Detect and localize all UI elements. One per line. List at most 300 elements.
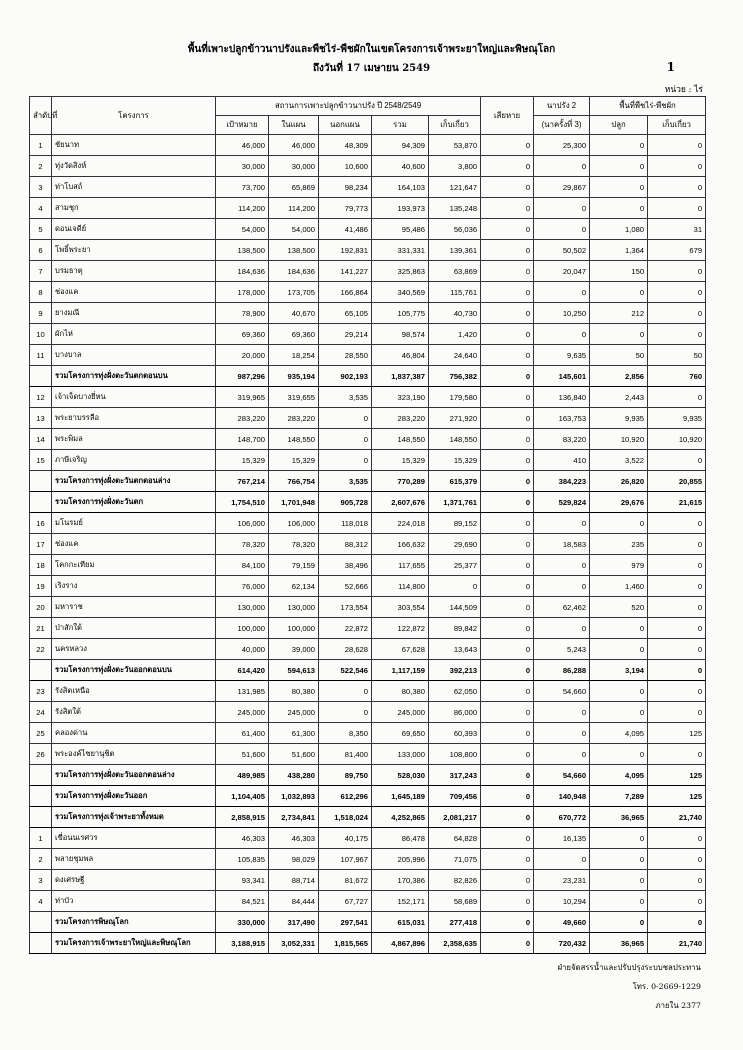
cell-value: 100,000 <box>216 618 269 639</box>
cell-value: 489,985 <box>216 765 269 786</box>
project-name: รวมโครงการทุ่งฝั่งตะวันออกตอนบน <box>52 660 216 681</box>
cell-value: 29,867 <box>534 177 590 198</box>
cell-value: 0 <box>481 429 534 450</box>
cell-value: 0 <box>648 828 706 849</box>
cell-value: 53,870 <box>429 135 481 156</box>
cell-value: 98,234 <box>319 177 372 198</box>
cell-value: 80,380 <box>269 681 319 702</box>
cell-value: 0 <box>590 177 648 198</box>
project-name: รวมโครงการทุ่งเจ้าพระยาทั้งหมด <box>52 807 216 828</box>
cell-value: 36,965 <box>590 807 648 828</box>
table-row <box>30 387 706 408</box>
row-number: 26 <box>30 744 52 765</box>
row-number: 4 <box>30 198 52 219</box>
cell-value: 22,872 <box>319 618 372 639</box>
cell-value: 84,521 <box>216 891 269 912</box>
cell-value: 0 <box>481 681 534 702</box>
cell-value: 184,636 <box>269 261 319 282</box>
cell-value: 331,331 <box>372 240 429 261</box>
table-row <box>30 219 706 240</box>
row-number: 13 <box>30 408 52 429</box>
cell-value: 0 <box>648 450 706 471</box>
row-number: 4 <box>30 891 52 912</box>
cell-value: 0 <box>534 513 590 534</box>
cell-value: 4,252,865 <box>372 807 429 828</box>
row-number: 22 <box>30 639 52 660</box>
cell-value: 192,831 <box>319 240 372 261</box>
project-name: ท่าบัว <box>52 891 216 912</box>
cell-value: 25,377 <box>429 555 481 576</box>
cell-value: 20,000 <box>216 345 269 366</box>
cell-value: 0 <box>648 891 706 912</box>
cell-value: 212 <box>590 303 648 324</box>
rice-planting-table <box>29 96 706 954</box>
cell-value: 0 <box>648 849 706 870</box>
cell-value: 0 <box>481 597 534 618</box>
cell-value: 0 <box>534 198 590 219</box>
project-name: ทุ่งวัดสิงห์ <box>52 156 216 177</box>
row-number: 5 <box>30 219 52 240</box>
cell-value: 15,329 <box>372 450 429 471</box>
cell-value: 0 <box>590 135 648 156</box>
cell-value: 21,740 <box>648 807 706 828</box>
project-name: เริงราง <box>52 576 216 597</box>
cell-value: 26,820 <box>590 471 648 492</box>
cell-value: 1,032,893 <box>269 786 319 807</box>
cell-value: 170,386 <box>372 870 429 891</box>
cell-value: 13,643 <box>429 639 481 660</box>
cell-value: 61,300 <box>269 723 319 744</box>
table-row <box>30 639 706 660</box>
document-title: พื้นที่เพาะปลูกข้าวนาปรังและพืชไร่-พืชผักในเขตโครงการเจ้าพระยาใหญ่และพิษณุโลก <box>187 44 556 55</box>
cell-value: 0 <box>481 891 534 912</box>
cell-value: 69,360 <box>216 324 269 345</box>
table-row <box>30 891 706 912</box>
row-number: 19 <box>30 576 52 597</box>
project-name: พระยาบรรลือ <box>52 408 216 429</box>
project-name: ชัยนาท <box>52 135 216 156</box>
cell-value: 325,863 <box>372 261 429 282</box>
cell-value: 71,075 <box>429 849 481 870</box>
cell-value: 615,379 <box>429 471 481 492</box>
table-row <box>30 282 706 303</box>
subtotal-row <box>30 912 706 933</box>
cell-value: 121,647 <box>429 177 481 198</box>
subtotal-row <box>30 660 706 681</box>
cell-value: 0 <box>481 807 534 828</box>
cell-value: 277,418 <box>429 912 481 933</box>
cell-value: 89,750 <box>319 765 372 786</box>
subtotal-row <box>30 933 706 954</box>
cell-value: 615,031 <box>372 912 429 933</box>
cell-value: 520 <box>590 597 648 618</box>
cell-value: 145,601 <box>534 366 590 387</box>
cell-value: 0 <box>648 156 706 177</box>
footer-telephone: โทร. 0-2669-1229 <box>632 982 701 991</box>
cell-value: 20,855 <box>648 471 706 492</box>
cell-value: 54,660 <box>534 681 590 702</box>
cell-value: 392,213 <box>429 660 481 681</box>
cell-value: 10,250 <box>534 303 590 324</box>
cell-value: 10,294 <box>534 891 590 912</box>
table-row <box>30 135 706 156</box>
row-number: 18 <box>30 555 52 576</box>
cell-value: 62,134 <box>269 576 319 597</box>
cell-value: 0 <box>481 198 534 219</box>
subtotal-row <box>30 492 706 513</box>
cell-value: 148,550 <box>429 429 481 450</box>
cell-value: 614,420 <box>216 660 269 681</box>
row-number: 10 <box>30 324 52 345</box>
cell-value: 766,754 <box>269 471 319 492</box>
cell-value: 50 <box>590 345 648 366</box>
cell-value: 133,000 <box>372 744 429 765</box>
cell-value: 67,628 <box>372 639 429 660</box>
cell-value: 0 <box>481 744 534 765</box>
cell-value: 935,194 <box>269 366 319 387</box>
cell-value: 64,828 <box>429 828 481 849</box>
cell-value: 10,920 <box>648 429 706 450</box>
row-number <box>30 660 52 681</box>
cell-value: 330,000 <box>216 912 269 933</box>
cell-value: 163,753 <box>534 408 590 429</box>
cell-value: 41,486 <box>319 219 372 240</box>
cell-value: 18,254 <box>269 345 319 366</box>
cell-value: 760 <box>648 366 706 387</box>
cell-value: 10,920 <box>590 429 648 450</box>
row-number <box>30 933 52 954</box>
table-row <box>30 744 706 765</box>
cell-value: 105,775 <box>372 303 429 324</box>
table-row <box>30 429 706 450</box>
cell-value: 522,546 <box>319 660 372 681</box>
project-name: เจ้าเจ็ดบางยี่หน <box>52 387 216 408</box>
cell-value: 528,030 <box>372 765 429 786</box>
cell-value: 106,000 <box>269 513 319 534</box>
row-number: 2 <box>30 849 52 870</box>
cell-value: 69,650 <box>372 723 429 744</box>
cell-value: 58,689 <box>429 891 481 912</box>
cell-value: 384,223 <box>534 471 590 492</box>
cell-value: 0 <box>429 576 481 597</box>
cell-value: 3,800 <box>429 156 481 177</box>
cell-value: 0 <box>481 450 534 471</box>
cell-value: 0 <box>590 324 648 345</box>
cell-value: 3,052,331 <box>269 933 319 954</box>
cell-value: 0 <box>648 387 706 408</box>
cell-value: 2,734,841 <box>269 807 319 828</box>
cell-value: 46,303 <box>269 828 319 849</box>
cell-value: 905,728 <box>319 492 372 513</box>
cell-value: 136,840 <box>534 387 590 408</box>
cell-value: 0 <box>481 576 534 597</box>
cell-value: 81,400 <box>319 744 372 765</box>
cell-value: 40,670 <box>269 303 319 324</box>
cell-value: 8,350 <box>319 723 372 744</box>
project-name: เขื่อนนเรศวร <box>52 828 216 849</box>
cell-value: 15,329 <box>216 450 269 471</box>
cell-value: 130,000 <box>269 597 319 618</box>
cell-value: 1,364 <box>590 240 648 261</box>
table-row <box>30 681 706 702</box>
cell-value: 2,607,676 <box>372 492 429 513</box>
cell-value: 0 <box>534 723 590 744</box>
project-name: คลองด่าน <box>52 723 216 744</box>
cell-value: 297,541 <box>319 912 372 933</box>
cell-value: 65,105 <box>319 303 372 324</box>
cell-value: 0 <box>534 744 590 765</box>
row-number: 12 <box>30 387 52 408</box>
cell-value: 86,000 <box>429 702 481 723</box>
row-number: 9 <box>30 303 52 324</box>
cell-value: 1,460 <box>590 576 648 597</box>
cell-value: 323,190 <box>372 387 429 408</box>
cell-value: 88,312 <box>319 534 372 555</box>
project-name: รวมโครงการทุ่งฝั่งตะวันตกตอนบน <box>52 366 216 387</box>
cell-value: 130,000 <box>216 597 269 618</box>
row-number <box>30 765 52 786</box>
cell-value: 3,522 <box>590 450 648 471</box>
cell-value: 0 <box>481 828 534 849</box>
cell-value: 51,600 <box>216 744 269 765</box>
cell-value: 48,309 <box>319 135 372 156</box>
cell-value: 0 <box>481 387 534 408</box>
cell-value: 0 <box>481 135 534 156</box>
row-number: 1 <box>30 828 52 849</box>
cell-value: 3,194 <box>590 660 648 681</box>
cell-value: 340,569 <box>372 282 429 303</box>
cell-value: 0 <box>481 933 534 954</box>
cell-value: 9,935 <box>590 408 648 429</box>
project-name: พระพิมล <box>52 429 216 450</box>
cell-value: 83,220 <box>534 429 590 450</box>
cell-value: 0 <box>319 429 372 450</box>
cell-value: 67,727 <box>319 891 372 912</box>
row-number: 25 <box>30 723 52 744</box>
cell-value: 115,761 <box>429 282 481 303</box>
cell-value: 144,509 <box>429 597 481 618</box>
cell-value: 54,000 <box>216 219 269 240</box>
cell-value: 118,018 <box>319 513 372 534</box>
cell-value: 0 <box>648 639 706 660</box>
cell-value: 0 <box>534 849 590 870</box>
row-number: 7 <box>30 261 52 282</box>
row-number: 15 <box>30 450 52 471</box>
cell-value: 3,188,915 <box>216 933 269 954</box>
project-name: ช่องแค <box>52 534 216 555</box>
cell-value: 0 <box>481 471 534 492</box>
cell-value: 178,000 <box>216 282 269 303</box>
cell-value: 78,900 <box>216 303 269 324</box>
row-number: 2 <box>30 156 52 177</box>
cell-value: 0 <box>648 324 706 345</box>
cell-value: 0 <box>590 618 648 639</box>
row-number: 3 <box>30 870 52 891</box>
row-number <box>30 492 52 513</box>
cell-value: 0 <box>481 240 534 261</box>
row-number <box>30 366 52 387</box>
cell-value: 0 <box>319 408 372 429</box>
cell-value: 0 <box>648 912 706 933</box>
cell-value: 46,804 <box>372 345 429 366</box>
project-name: ท่าโบสถ์ <box>52 177 216 198</box>
project-name: รวมโครงการทุ่งฝั่งตะวันตก <box>52 492 216 513</box>
cell-value: 0 <box>590 744 648 765</box>
cell-value: 2,858,915 <box>216 807 269 828</box>
cell-value: 0 <box>648 513 706 534</box>
footer-department: ฝ่ายจัดสรรน้ำและปรับปรุงระบบชลประทาน <box>557 963 701 972</box>
cell-value: 51,600 <box>269 744 319 765</box>
cell-value: 95,486 <box>372 219 429 240</box>
cell-value: 245,000 <box>372 702 429 723</box>
cell-value: 78,320 <box>269 534 319 555</box>
cell-value: 720,432 <box>534 933 590 954</box>
cell-value: 0 <box>648 198 706 219</box>
cell-value: 0 <box>319 702 372 723</box>
page-number: 1 <box>666 60 675 74</box>
cell-value: 179,580 <box>429 387 481 408</box>
cell-value: 49,660 <box>534 912 590 933</box>
cell-value: 679 <box>648 240 706 261</box>
cell-value: 38,496 <box>319 555 372 576</box>
cell-value: 756,382 <box>429 366 481 387</box>
cell-value: 117,655 <box>372 555 429 576</box>
cell-value: 0 <box>481 324 534 345</box>
cell-value: 62,050 <box>429 681 481 702</box>
cell-value: 46,303 <box>216 828 269 849</box>
cell-value: 0 <box>534 219 590 240</box>
cell-value: 173,705 <box>269 282 319 303</box>
col-in-plan: ในแผน <box>269 116 319 135</box>
table-row <box>30 240 706 261</box>
cell-value: 89,152 <box>429 513 481 534</box>
cell-value: 36,965 <box>590 933 648 954</box>
row-number: 1 <box>30 135 52 156</box>
cell-value: 164,103 <box>372 177 429 198</box>
cell-value: 148,700 <box>216 429 269 450</box>
project-name: รังสิตใต้ <box>52 702 216 723</box>
cell-value: 1,701,948 <box>269 492 319 513</box>
cell-value: 317,490 <box>269 912 319 933</box>
project-name: ผักไห่ <box>52 324 216 345</box>
cell-value: 0 <box>648 870 706 891</box>
cell-value: 0 <box>534 156 590 177</box>
table-row <box>30 597 706 618</box>
cell-value: 98,029 <box>269 849 319 870</box>
project-name: ยางมณี <box>52 303 216 324</box>
table-row <box>30 198 706 219</box>
project-name: บางบาล <box>52 345 216 366</box>
project-name: มโนรมย์ <box>52 513 216 534</box>
cell-value: 50,502 <box>534 240 590 261</box>
cell-value: 0 <box>481 639 534 660</box>
table-row <box>30 870 706 891</box>
cell-value: 166,632 <box>372 534 429 555</box>
cell-value: 82,826 <box>429 870 481 891</box>
cell-value: 24,640 <box>429 345 481 366</box>
cell-value: 317,243 <box>429 765 481 786</box>
cell-value: 0 <box>481 702 534 723</box>
row-number <box>30 471 52 492</box>
footer-extension: ภายใน 2377 <box>655 1001 701 1010</box>
cell-value: 80,380 <box>372 681 429 702</box>
cell-value: 100,000 <box>269 618 319 639</box>
project-name: สามชุก <box>52 198 216 219</box>
cell-value: 73,700 <box>216 177 269 198</box>
cell-value: 0 <box>481 723 534 744</box>
subtotal-row <box>30 765 706 786</box>
cell-value: 131,985 <box>216 681 269 702</box>
cell-value: 0 <box>590 828 648 849</box>
cell-value: 9,935 <box>648 408 706 429</box>
cell-value: 125 <box>648 723 706 744</box>
row-number: 14 <box>30 429 52 450</box>
cell-value: 173,554 <box>319 597 372 618</box>
cell-value: 0 <box>590 870 648 891</box>
cell-value: 1,815,565 <box>319 933 372 954</box>
cell-value: 0 <box>534 324 590 345</box>
cell-value: 902,193 <box>319 366 372 387</box>
cell-value: 0 <box>590 198 648 219</box>
cell-value: 670,772 <box>534 807 590 828</box>
col-planted: ปลูก <box>590 116 648 135</box>
cell-value: 1,754,510 <box>216 492 269 513</box>
project-name: ภาษีเจริญ <box>52 450 216 471</box>
cell-value: 0 <box>648 618 706 639</box>
cell-value: 2,081,217 <box>429 807 481 828</box>
cell-value: 0 <box>648 681 706 702</box>
cell-value: 78,320 <box>216 534 269 555</box>
row-number <box>30 807 52 828</box>
cell-value: 106,000 <box>216 513 269 534</box>
project-name: ป่าสักใต้ <box>52 618 216 639</box>
cell-value: 69,360 <box>269 324 319 345</box>
cell-value: 0 <box>481 156 534 177</box>
cell-value: 245,000 <box>216 702 269 723</box>
col-out-plan: นอกแผน <box>319 116 372 135</box>
cell-value: 283,220 <box>269 408 319 429</box>
cell-value: 979 <box>590 555 648 576</box>
cell-value: 283,220 <box>216 408 269 429</box>
cell-value: 0 <box>481 786 534 807</box>
cell-value: 54,000 <box>269 219 319 240</box>
cell-value: 0 <box>534 576 590 597</box>
cell-value: 0 <box>648 744 706 765</box>
row-number <box>30 912 52 933</box>
cell-value: 20,047 <box>534 261 590 282</box>
cell-value: 63,869 <box>429 261 481 282</box>
cell-value: 28,628 <box>319 639 372 660</box>
project-name: รวมโครงการทุ่งฝั่งตะวันออกตอนล่าง <box>52 765 216 786</box>
table-row <box>30 303 706 324</box>
cell-value: 140,948 <box>534 786 590 807</box>
cell-value: 0 <box>534 555 590 576</box>
cell-value: 0 <box>648 135 706 156</box>
date-line: ถึงวันที่ 17 เมษายน 2549 <box>312 63 431 74</box>
project-name: รวมโครงการทุ่งฝั่งตะวันตกตอนล่าง <box>52 471 216 492</box>
col-damaged: เสียหาย <box>481 97 534 135</box>
row-number: 17 <box>30 534 52 555</box>
cell-value: 3,535 <box>319 471 372 492</box>
cell-value: 283,220 <box>372 408 429 429</box>
cell-value: 245,000 <box>269 702 319 723</box>
cell-value: 0 <box>481 912 534 933</box>
project-name: รวมโครงการเจ้าพระยาใหญ่และพิษณุโลก <box>52 933 216 954</box>
cell-value: 40,600 <box>372 156 429 177</box>
row-number: 6 <box>30 240 52 261</box>
cell-value: 79,159 <box>269 555 319 576</box>
cell-value: 0 <box>481 618 534 639</box>
